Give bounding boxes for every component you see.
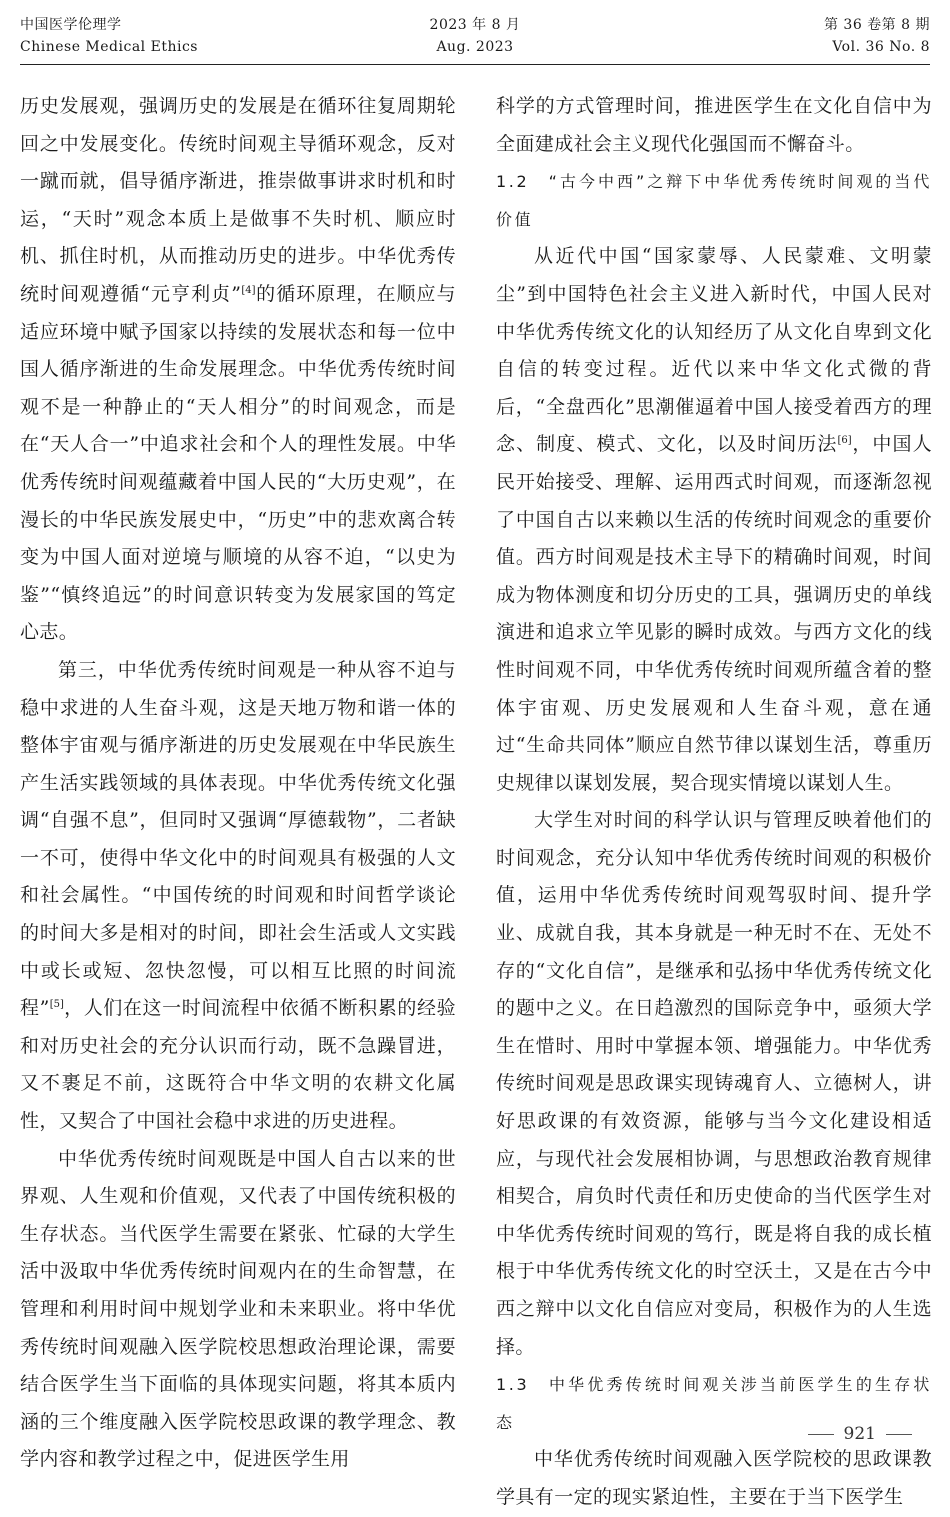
section-heading-1-3: 1.3 中华优秀传统时间观关涉当前医学生的生存状态: [496, 1375, 932, 1432]
issue-date-cn: 2023 年 8 月: [429, 17, 521, 33]
paragraph: [496, 238, 932, 802]
paragraph: 大学生对时间的科学认识与管理反映着他们的时间观念，充分认知中华优秀传统时间观的积极价值，运用中华优秀传统时间观驾驭时间、提升学业、成就自我，其本身就是一种无时不在、无处不存的“文化自信”，是继承和弘扬中华优秀传统文化的题中之义。在日趋激烈的国际竞争中，亟须大学生在惜时、用时中掌握本领、增强能力。中华优秀传统时间观是思政课实现铸魂育人、立德树人，讲好思政课的有效资源，能够与当今文化建设相适应，与现代社会发展相协调，与思想政治教育规律相契合，肩负时代责任和历史使命的当代医学生对中华优秀传统时间观的笃行，既是将自我的成长植根于中华优秀传统文化的时空沃土，又是在古今中西之辩中以文化自信应对变局，积极作为的人生选择。: [496, 809, 932, 1358]
paragraph: [20, 88, 456, 652]
paragraph: 科学的方式管理时间，推进医学生在文化自信中为全面建成社会主义现代化强国而不懈奋斗。: [496, 95, 932, 155]
paragraph: 中华优秀传统时间观既是中国人自古以来的世界观、人生观和价值观，又代表了中国传统积极的生存状态。当代医学生需要在紧张、忙碌的大学生活中汲取中华优秀传统时间观内在的生命智慧，在管理和利用时间中规划学业和未来职业。将中华优秀传统时间观融入医学院校思想政治理论课，需要结合医学生当下面临的具体现实问题，将其本质内涵的三个维度融入医学院校思政课的教学理念、教学内容和教学过程之中，促进医学生用: [20, 1147, 456, 1471]
page-footer: [798, 1424, 922, 1444]
footer-dash: [886, 1434, 912, 1435]
text-run: ，中国人民开始接受、理解、运用西式时间观，而逐渐忽视了中国自古以来赖以生活的传统时间观念的重要价值。西方时间观是技术主导下的精确时间观，时间成为物体测度和切分历史的工具，强调历史的单线演进和追求立竿见影的瞬时成效。与西方文化的线性时间观不同，中华优秀传统时间观所蕴含着的整体宇宙观、历史发展观和人生奋斗观，意在通过“生命共同体”顺应自然节律以谋划生活，尊重历史规律以谋划发展，契合现实情境以谋划人生。: [496, 433, 932, 794]
running-header: [0, 0, 950, 68]
journal-title-en: Chinese Medical Ethics: [20, 39, 198, 55]
page-number: 921: [843, 1424, 876, 1444]
section-heading-1-2: 1.2 “古今中西”之辩下中华优秀传统时间观的当代价值: [496, 172, 932, 229]
citation-ref: [5]: [49, 999, 64, 1011]
paragraph: 中华优秀传统时间观融入医学院校的思政课教学具有一定的现实紧迫性，主要在于当下医学生: [496, 1448, 932, 1508]
header-date: [0, 14, 950, 58]
footer-dash: [808, 1434, 834, 1435]
text-run: ，人们在这一时间流程中依循不断积累的经验和对历史社会的充分认识而行动，既不急躁冒进，又不裹足不前，这既符合中华文明的农耕文化属性，又契合了中国社会稳中求进的历史进程。: [20, 997, 456, 1133]
issue-date-en: Aug. 2023: [436, 39, 514, 55]
text-run: 的循环原理，在顺应与适应环境中赋予国家以持续的发展状态和每一位中国人循序渐进的生命发展理念。中华优秀传统时间观不是一种静止的“天人相分”的时间观念，而是在“天人合一”中追求社会和个人的理性发展。中华优秀传统时间观蕴藏着中国人民的“大历史观”，在漫长的中华民族发展史中，“历史”中的悲欢离合转变为中国人面对逆境与顺境的从容不迫，“以史为鉴”“慎终追远”的时间意识转变为发展家国的笃定心志。: [20, 282, 456, 644]
volume-issue-cn: 第 36 卷第 8 期: [823, 17, 930, 33]
header-volume: [824, 14, 930, 58]
right-column: [496, 88, 932, 1517]
volume-issue-en: Vol. 36 No. 8: [832, 39, 930, 55]
paragraph: [20, 652, 456, 1141]
citation-ref: [6]: [837, 435, 852, 447]
text-run: 从近代中国“国家蒙辱、人民蒙难、文明蒙尘”到中国特色社会主义进入新时代，中国人民对中华优秀传统文化的认知经历了从文化自卑到文化自信的转变过程。近代以来中华文化式微的背后，“全盘西化”思潮催逼着中国人接受着西方的理念、制度、模式、文化，以及时间历法: [496, 245, 932, 456]
left-column: [20, 88, 456, 1479]
text-run: 历史发展观，强调历史的发展是在循环往复周期轮回之中发展变化。传统时间观主导循环观念，反对一蹴而就，倡导循序渐进，推崇做事讲求时机和时运，“天时”观念本质上是做事不失时机、顺应时机、抓住时机，从而推动历史的进步。中华优秀传统时间观遵循“元亨利贞”: [20, 95, 456, 305]
journal-title-cn: 中国医学伦理学: [20, 17, 122, 33]
header-rule: [20, 64, 930, 65]
citation-ref: [4]: [241, 284, 256, 296]
text-run: 第三，中华优秀传统时间观是一种从容不迫与稳中求进的人生奋斗观，这是天地万物和谐一体的整体宇宙观与循序渐进的历史发展观在中华民族生产生活实践领域的具体表现。中华优秀传统文化强调“自强不息”，但同时又强调“厚德载物”，二者缺一不可，使得中华文化中的时间观具有极强的人文和社会属性。“中国传统的时间观和时间哲学谈论的时间大多是相对的时间，即社会生活或人文实践中或长或短、忽快忽慢，可以相互比照的时间流程”: [20, 658, 456, 1020]
